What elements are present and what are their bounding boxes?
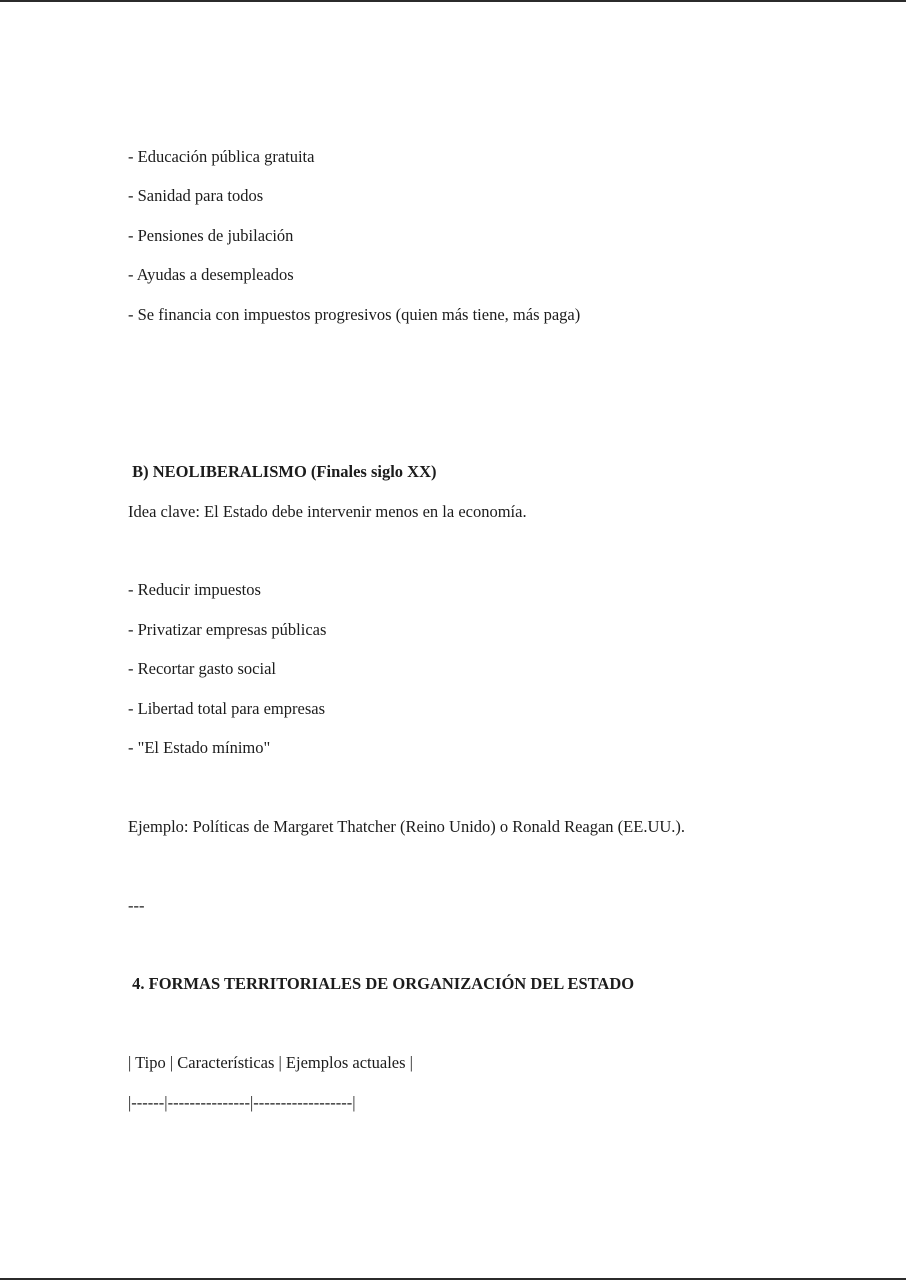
welfare-bullet: - Ayudas a desempleados [128, 265, 294, 285]
section-heading-neoliberalismo: B) NEOLIBERALISMO (Finales siglo XX) [128, 462, 437, 482]
blank-line [128, 767, 816, 806]
welfare-bullet: - Educación pública gratuita [128, 147, 315, 166]
page-edge-top [0, 0, 906, 2]
blank-line [128, 373, 816, 412]
blank-line [128, 334, 816, 373]
idea-clave-text: Idea clave: El Estado debe intervenir menos en la economía. [128, 501, 527, 521]
blank-line [128, 413, 816, 452]
neoliberalismo-bullet: - Reducir impuestos [128, 580, 261, 600]
welfare-bullet: - Se financia con impuestos progresivos (quien más tiene, más paga) [128, 304, 581, 324]
welfare-bullet: - Sanidad para todos [128, 186, 264, 206]
blank-line [128, 925, 816, 964]
blank-line [128, 531, 816, 570]
neoliberalismo-bullet: - Privatizar empresas públicas [128, 619, 327, 639]
table-header-row-text: | Tipo | Características | Ejemplos actuales | [128, 1053, 413, 1073]
blank-line [128, 846, 816, 885]
table-divider-row-text: |------|---------------|------------------| [128, 1092, 356, 1112]
neoliberalismo-bullet: - Recortar gasto social [128, 659, 276, 679]
ejemplo-text: Ejemplo: Políticas de Margaret Thatcher (Reino Unido) o Ronald Reagan (EE.UU.). [128, 816, 686, 836]
welfare-bullet: - Pensiones de jubilación [128, 225, 294, 245]
document-content [128, 137, 816, 1122]
neoliberalismo-bullet: - "El Estado mínimo" [128, 738, 271, 758]
horizontal-rule-text: --- [128, 895, 145, 915]
neoliberalismo-bullet: - Libertad total para empresas [128, 698, 325, 718]
blank-line [128, 1004, 816, 1043]
section-heading-territoriales: 4. FORMAS TERRITORIALES DE ORGANIZACIÓN DEL ESTADO [128, 974, 635, 994]
